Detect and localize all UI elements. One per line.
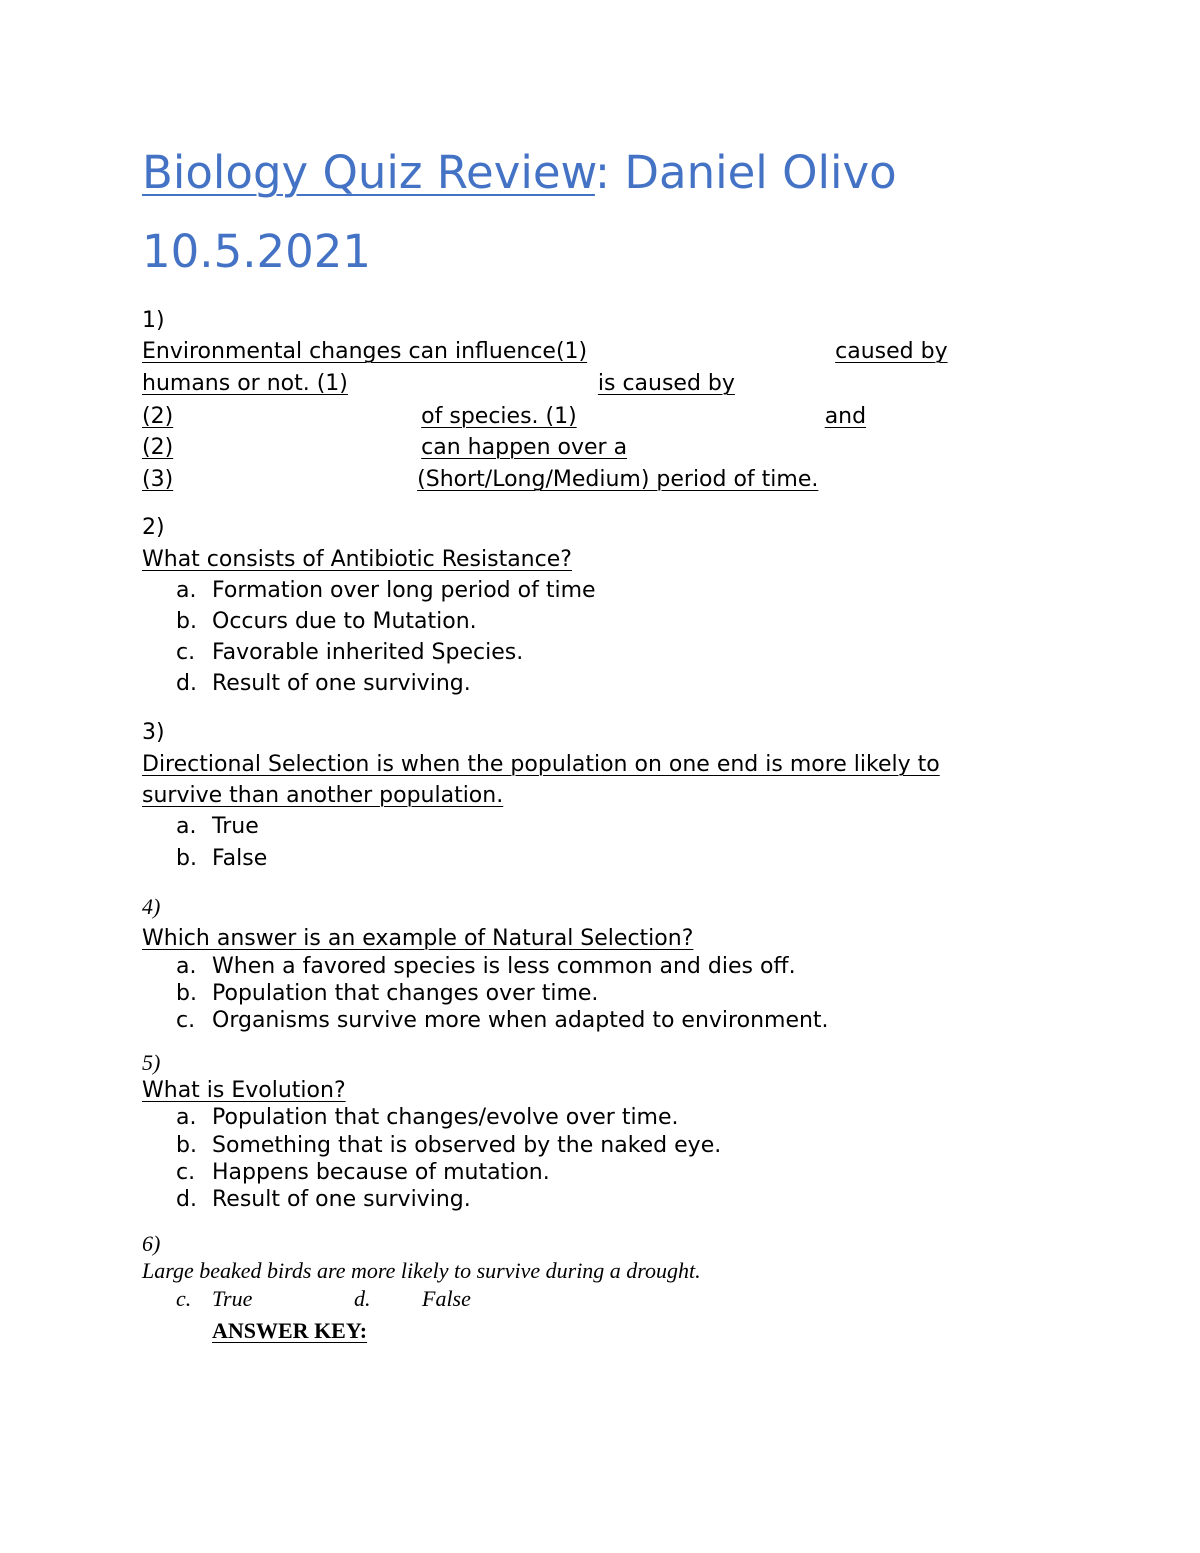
q2-option: c. Favorable inherited Species. (176, 640, 524, 665)
q1-line-1 (142, 341, 956, 363)
q2-number: 2) (142, 515, 165, 540)
q5-option: b. Something that is observed by the naked eye. (176, 1133, 722, 1158)
q3-question-line-2: survive than another population. (142, 783, 504, 808)
q5-option: a. Population that changes/evolve over time. (176, 1105, 679, 1130)
q4-option: a. When a favored species is less common and dies off. (176, 954, 796, 979)
q3-option: a. True (176, 814, 259, 839)
q1-text: can happen over a (421, 435, 628, 460)
q3-option: b. False (176, 846, 268, 871)
q1-line-5 (142, 469, 818, 491)
q6-question: Large beaked birds are more likely to survive during a drought. (142, 1258, 701, 1283)
q1-text: (Short/Long/Medium) period of time. (417, 467, 819, 492)
q1-text: Environmental changes can influence(1) (142, 339, 588, 364)
q1-line-4 (142, 437, 633, 459)
q1-line-2 (142, 373, 741, 395)
q1-text: (2) (142, 435, 174, 460)
q3-question-line-1: Directional Selection is when the population on one end is more likely to (142, 752, 940, 777)
answer-key-heading: ANSWER KEY: (212, 1318, 368, 1343)
q4-option: b. Population that changes over time. (176, 981, 599, 1006)
q1-text: (2) (142, 404, 174, 429)
q2-option: b. Occurs due to Mutation. (176, 609, 477, 634)
q2-option: d. Result of one surviving. (176, 671, 471, 696)
q1-text: (3) (142, 467, 174, 492)
q4-number: 4) (142, 894, 161, 919)
q1-text: of species. (1) (421, 404, 577, 429)
title-underlined: Biology Quiz Review (142, 146, 595, 199)
q6-option: c. True (176, 1286, 253, 1311)
q1-text: is caused by (597, 371, 735, 396)
document-date: 10.5.2021 (142, 225, 372, 278)
q1-text: caused by (835, 339, 948, 364)
q5-option: c. Happens because of mutation. (176, 1160, 550, 1185)
q2-question: What consists of Antibiotic Resistance? (142, 547, 572, 572)
q5-option: d. Result of one surviving. (176, 1187, 471, 1212)
q6-number: 6) (142, 1231, 161, 1256)
q1-number: 1) (142, 308, 165, 333)
document-title (142, 146, 897, 199)
q1-line-3 (142, 406, 872, 428)
q4-question: Which answer is an example of Natural Selection? (142, 926, 694, 951)
q6-option: d. False (354, 1286, 471, 1311)
title-rest: : Daniel Olivo (594, 146, 897, 199)
q2-option: a. Formation over long period of time (176, 578, 596, 603)
q5-question: What is Evolution? (142, 1078, 346, 1103)
q3-number: 3) (142, 720, 165, 745)
q1-text: humans or not. (1) (142, 371, 348, 396)
q1-text: and (824, 404, 867, 429)
q5-number: 5) (142, 1050, 161, 1075)
q4-option: c. Organisms survive more when adapted to environment. (176, 1008, 829, 1033)
